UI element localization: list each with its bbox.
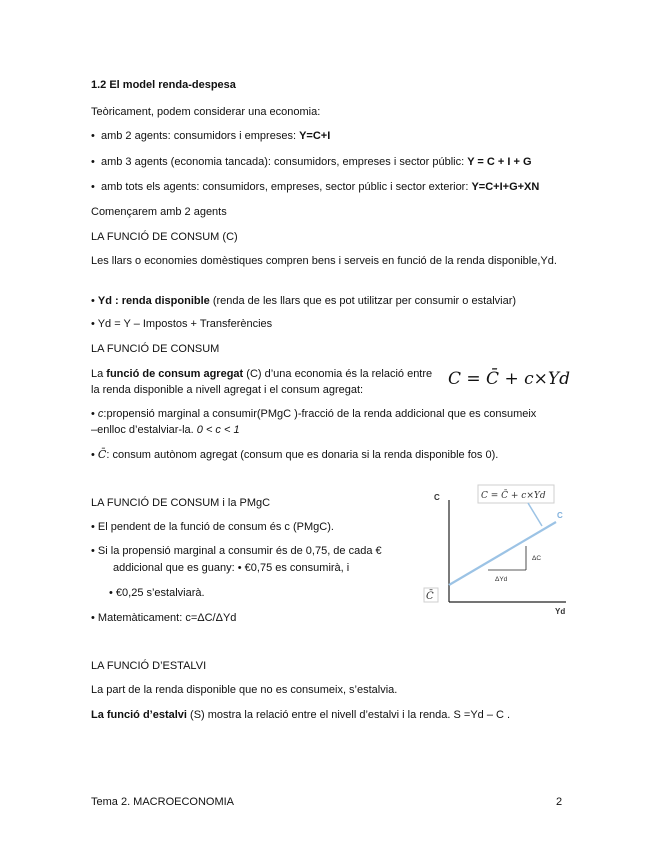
- yd-formula: • Yd = Y – Impostos + Transferències: [91, 318, 273, 330]
- autonomous-definition: • C̄: consum autònom agregat (consum que es donaria si la renda disponible fos 0).: [91, 448, 499, 461]
- yd-definition: • Yd : renda disponible (renda de les llars que es pot utilitzar per consumir o estalviar): [91, 295, 517, 307]
- consum-heading: LA FUNCIÓ DE CONSUM (C): [91, 231, 238, 243]
- graph-line-label: C: [557, 511, 563, 520]
- consumption-formula: C = C̄ + c×Yd: [448, 369, 570, 389]
- pmgc-definition: • c:propensió marginal a consumir(PMgC )-fracció de la renda addicional que es consumeix –enlloc d’estalviar-la. 0 < c < 1: [91, 408, 537, 436]
- aggregate-definition: La funció de consum agregat (C) d’una economia és la relació entre la renda disponible a nivell agregat i el consum agregat:: [91, 368, 433, 396]
- start-line: Començarem amb 2 agents: [91, 206, 227, 218]
- section-title: 1.2 El model renda-despesa: [91, 79, 236, 91]
- page-number: 2: [556, 796, 563, 808]
- pmgc-bullet-saved: • €0,25 s’estalviarà.: [109, 587, 205, 599]
- pmgc-bullet-consumed: addicional que es guany: • €0,75 es consumirà, i: [113, 562, 350, 574]
- graph-x-axis-label: Yd: [555, 607, 566, 616]
- consum-heading-2: LA FUNCIÓ DE CONSUM: [91, 343, 220, 355]
- pmgc-bullet-math: • Matemàticament: c=ΔC/ΔYd: [91, 612, 237, 624]
- graph-formula-label: C = C̄ + c×Yd: [481, 491, 546, 501]
- pmgc-bullet-slope: • El pendent de la funció de consum és c (PMgC).: [91, 521, 334, 533]
- saving-definition: La funció d’estalvi (S) mostra la relació entre el nivell d’estalvi i la renda. S =Yd – C .: [91, 709, 511, 721]
- graph-y-axis-label: C: [434, 493, 440, 502]
- saving-paragraph: La part de la renda disponible que no es consumeix, s’estalvia.: [91, 684, 398, 696]
- bullet-agents-all: • amb tots els agents: consumidors, empreses, sector públic i sector exterior: Y=C+I+G+XN: [91, 181, 540, 193]
- graph-delta-c: ΔC: [532, 555, 542, 562]
- graph-delta-yd: ΔYd: [495, 576, 508, 583]
- bullet-agents-2: • amb 2 agents: consumidors i empreses: Y=C+I: [91, 130, 331, 142]
- saving-heading: LA FUNCIÓ D’ESTALVI: [91, 660, 207, 672]
- pmgc-bullet-example: • Si la propensió marginal a consumir és de 0,75, de cada €: [91, 545, 382, 557]
- consumption-graph: [418, 482, 573, 620]
- intro-text: Teòricament, podem considerar una economia:: [91, 106, 321, 118]
- graph-intercept-label: C̄: [426, 591, 434, 602]
- bullet-agents-3: • amb 3 agents (economia tancada): consumidors, empreses i sector públic: Y = C + I + G: [91, 156, 532, 168]
- pmgc-heading: LA FUNCIÓ DE CONSUM i la PMgC: [91, 497, 271, 509]
- footer-title: Tema 2. MACROECONOMIA: [91, 796, 235, 808]
- consum-paragraph: Les llars o economies domèstiques compren bens i serveis en funció de la renda disponible,Yd.: [91, 255, 557, 267]
- graph-pointer-line: [528, 503, 542, 526]
